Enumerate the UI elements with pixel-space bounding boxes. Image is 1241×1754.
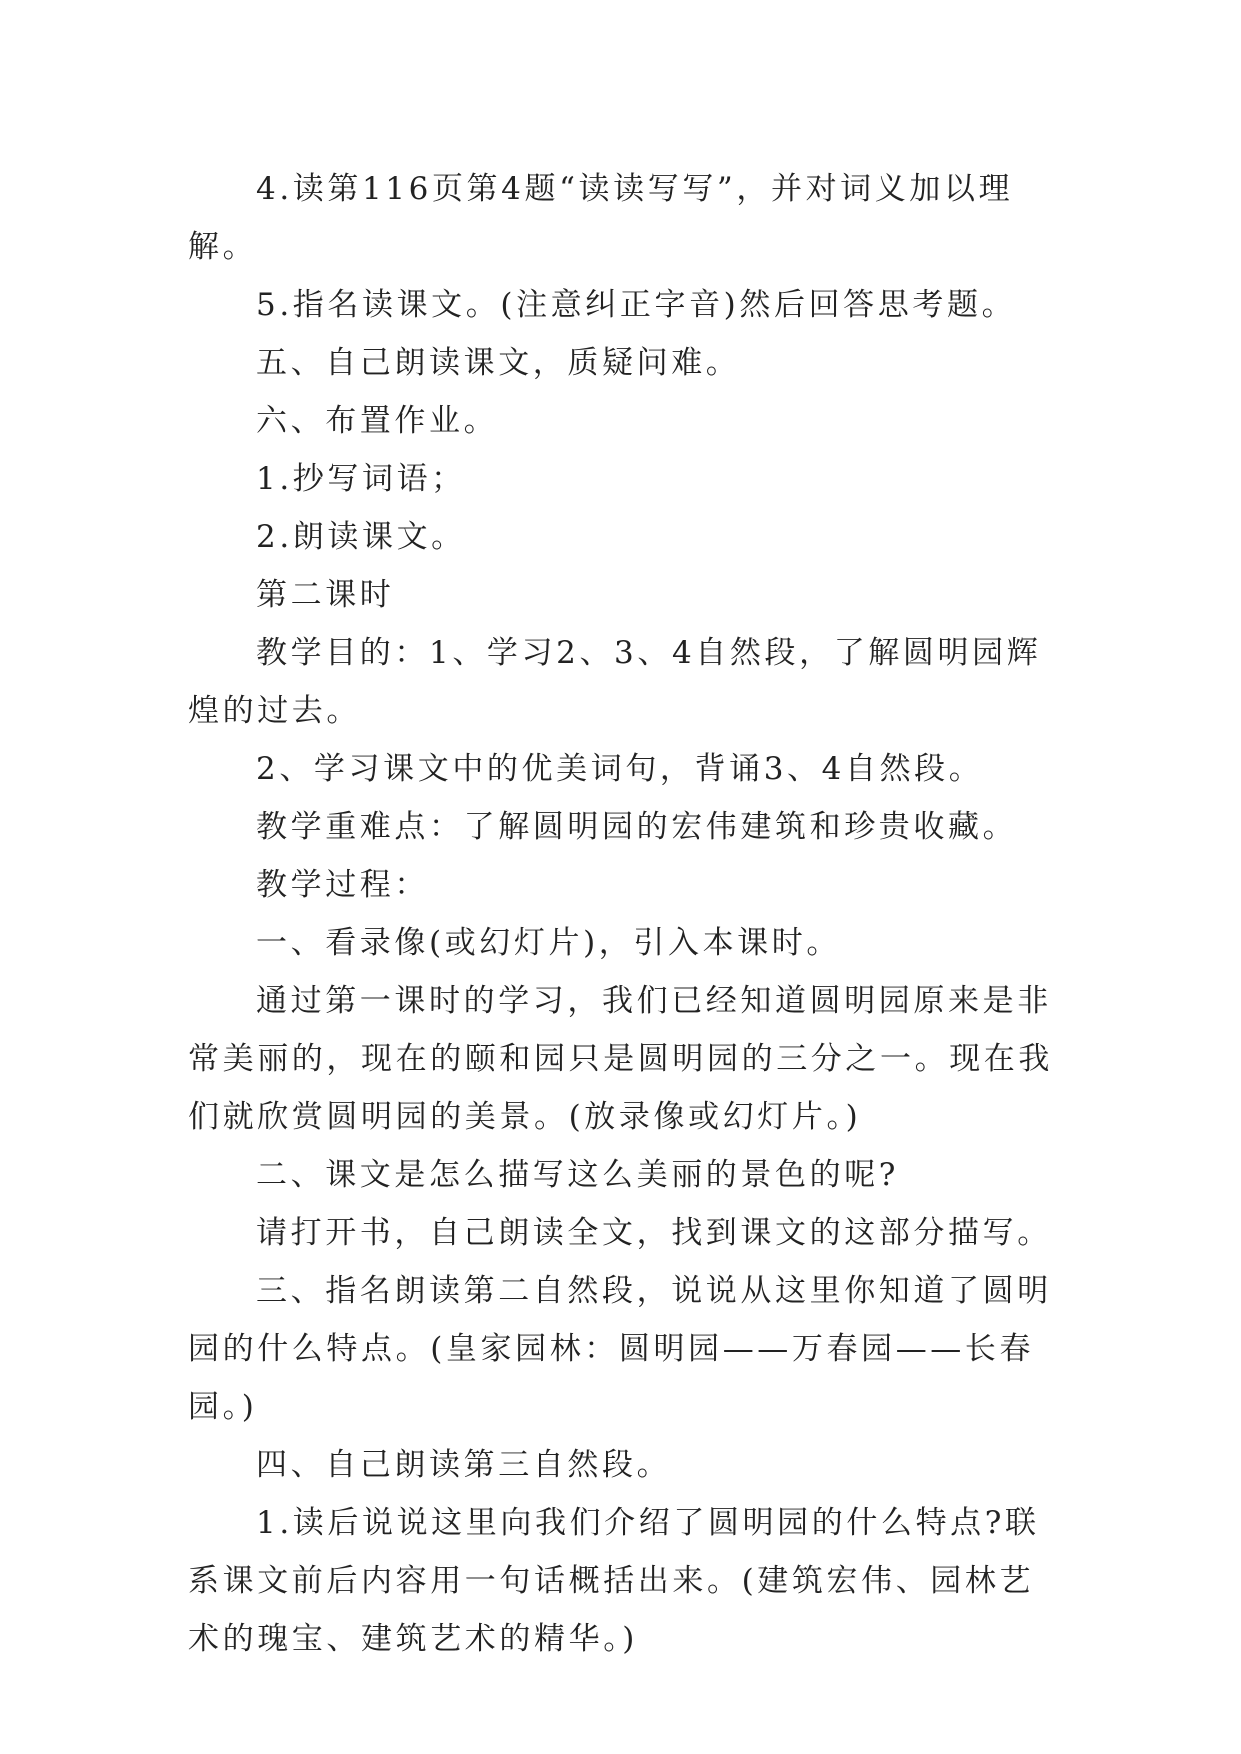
paragraph-step-two: 二、课文是怎么描写这么美丽的景色的呢?: [256, 1157, 900, 1193]
paragraph-process-heading: 教学过程：: [256, 867, 429, 903]
paragraph-intro: 通过第一课时的学习，我们已经知道圆明园原来是非常美丽的，现在的颐和园只是圆明园的三分之一。现在我们就欣赏圆明园的美景。(放录像或幻灯片。): [188, 983, 1053, 1135]
document-body: [188, 160, 1056, 1668]
paragraph-key-points: 教学重难点：了解圆明园的宏伟建筑和珍贵收藏。: [256, 809, 1018, 845]
paragraph-read-page-116: 4.读第116页第4题“读读写写”，并对词义加以理解。: [188, 171, 1014, 265]
paragraph-open-book: 请打开书，自己朗读全文，找到课文的这部分描写。: [256, 1215, 1052, 1251]
paragraph-step-four: 四、自己朗读第三自然段。: [256, 1447, 672, 1483]
paragraph-discussion: 1.读后说说这里向我们介绍了圆明园的什么特点?联系课文前后内容用一句话概括出来。(建筑宏伟、园林艺术的瑰宝、建筑艺术的精华。): [188, 1505, 1040, 1657]
paragraph-step-six: 六、布置作业。: [256, 403, 499, 439]
paragraph-step-one: 一、看录像(或幻灯片)，引入本课时。: [256, 925, 841, 961]
paragraph-read-aloud: 5.指名读课文。(注意纠正字音)然后回答思考题。: [256, 287, 1017, 323]
paragraph-teaching-goal-2: 2、学习课文中的优美词句，背诵3、4自然段。: [256, 751, 984, 787]
paragraph-homework-1: 1.抄写词语；: [256, 461, 466, 497]
section-heading-second-lesson: 第二课时: [256, 577, 395, 613]
paragraph-step-three: 三、指名朗读第二自然段，说说从这里你知道了圆明园的什么特点。(皇家园林：圆明园——万春园——长春园。): [188, 1273, 1052, 1425]
paragraph-step-five: 五、自己朗读课文，质疑问难。: [256, 345, 741, 381]
paragraph-homework-2: 2.朗读课文。: [256, 519, 466, 555]
paragraph-teaching-goal: 教学目的：1、学习2、3、4自然段，了解圆明园辉煌的过去。: [188, 635, 1042, 729]
